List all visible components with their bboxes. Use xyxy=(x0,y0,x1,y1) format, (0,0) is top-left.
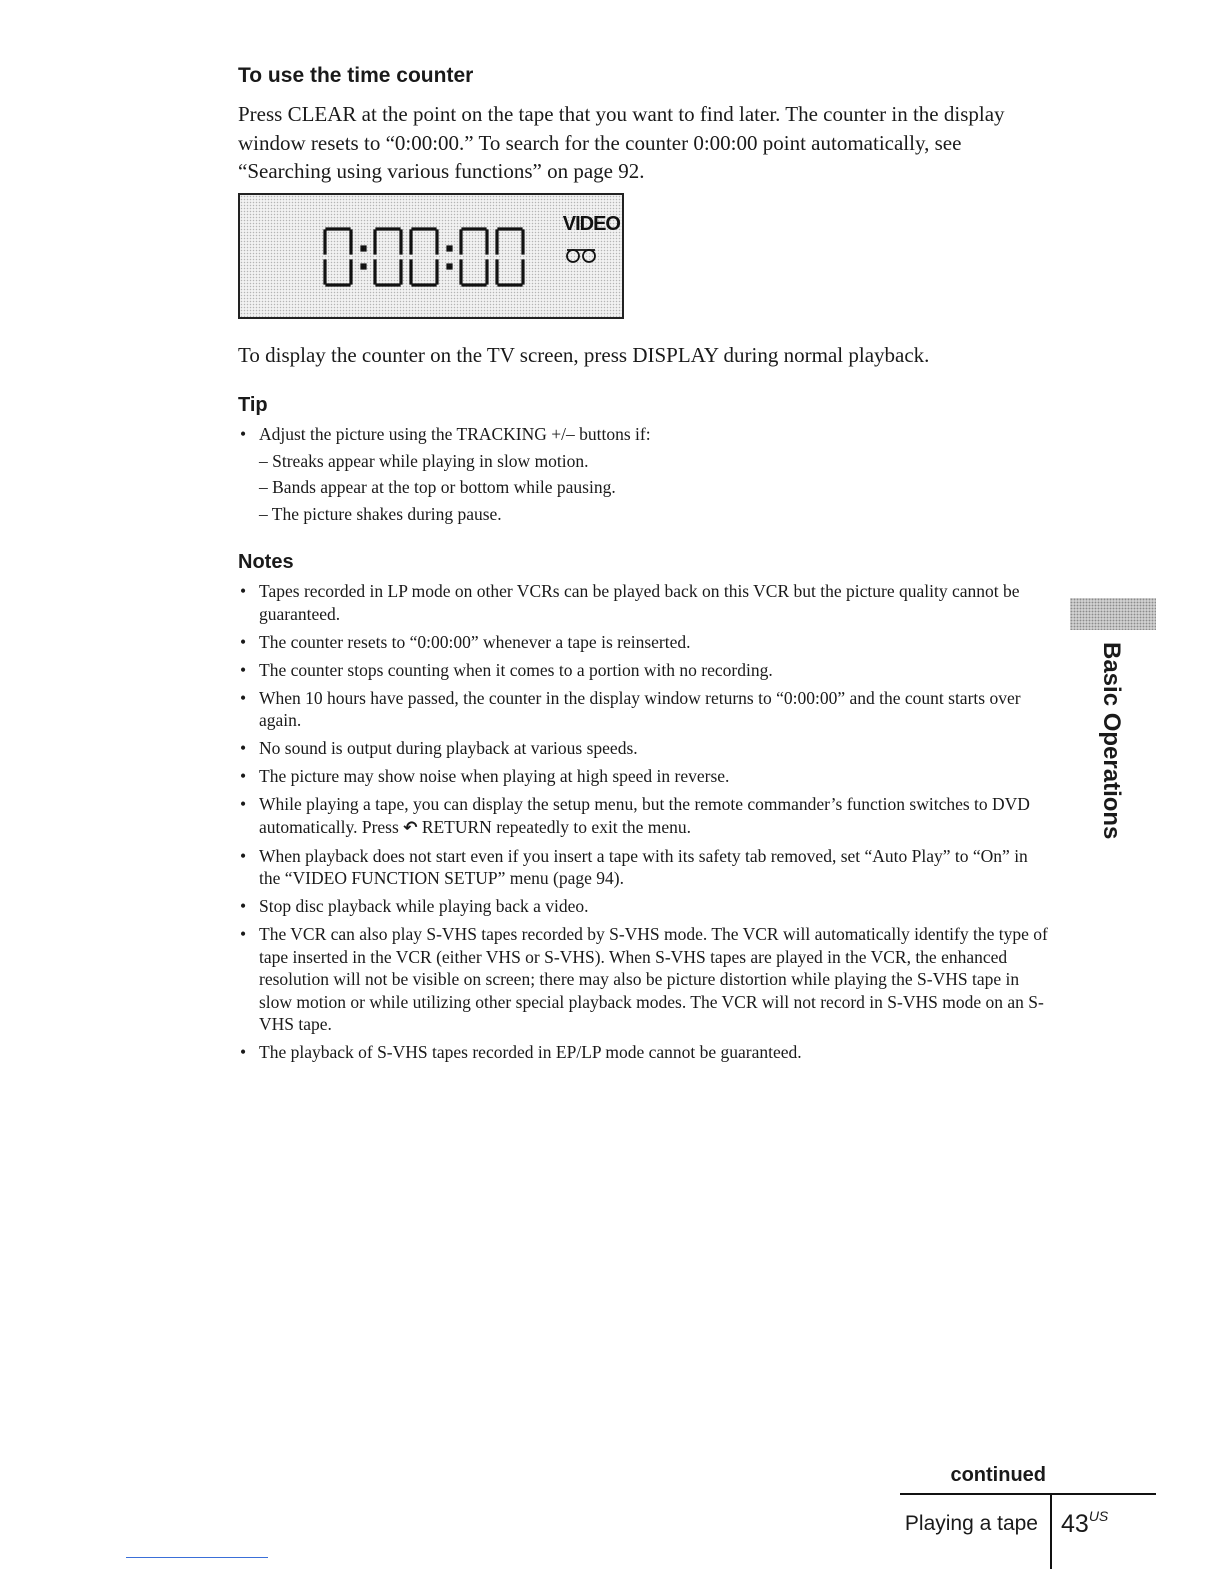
footer-section-name: Playing a tape xyxy=(904,1512,1038,1535)
bullet: • xyxy=(240,659,247,680)
note-text: The counter stops counting when it comes to a portion with no recording. xyxy=(259,659,773,680)
note-text-before: While playing a tape, you can display the setup menu, but the remote commander’s function switches to DVD automatically. Press xyxy=(259,794,1030,837)
list-item xyxy=(238,845,1048,890)
page-number-suffix: US xyxy=(1088,1508,1109,1524)
counter-digits xyxy=(322,217,532,297)
list-item xyxy=(238,631,1048,654)
list-item xyxy=(238,659,1048,682)
note-text: The picture may show noise when playing at high speed in reverse. xyxy=(259,766,730,786)
section-tab-marker xyxy=(1070,598,1156,630)
tip-list xyxy=(238,423,1048,531)
bullet: • xyxy=(240,738,247,758)
list-item xyxy=(238,737,1048,760)
tip-conditions xyxy=(259,450,1048,526)
tv-display-paragraph: To display the counter on the TV screen, press DISPLAY during normal playback. xyxy=(238,343,930,367)
list-item: – Streaks appear while playing in slow motion. xyxy=(259,450,589,471)
list-item xyxy=(238,895,1048,918)
note-text: Stop disc playback while playing back a video. xyxy=(259,896,589,916)
bullet: • xyxy=(240,581,247,601)
list-item xyxy=(238,687,1048,732)
bullet: • xyxy=(240,845,247,866)
note-text-after: RETURN repeatedly to exit the menu. xyxy=(421,816,692,837)
note-text: No sound is output during playback at various speeds. xyxy=(259,738,638,758)
bullet: • xyxy=(240,631,247,652)
notes-heading: Notes xyxy=(238,551,294,573)
note-text: The VCR can also play S-VHS tapes recorded by S-VHS mode. The VCR will automatically identify the type of tape inserted in the VCR (either VHS or S-VHS). When S-VHS tapes are played in the VCR, the enhanced resolution will not be visible on screen; there may also be picture distortion while playing the S-VHS tape in slow motion or while utilizing other special playback modes. The VCR will not record in S-VHS mode on an S-VHS tape. xyxy=(259,924,1048,1034)
list-item: – Bands appear at the top or bottom while pausing. xyxy=(259,477,616,497)
page-number-value: 43 xyxy=(1061,1510,1089,1538)
bullet: • xyxy=(240,766,247,786)
bullet: • xyxy=(240,794,247,814)
bullet: • xyxy=(240,1042,247,1062)
list-item xyxy=(238,765,1048,788)
section-heading: To use the time counter xyxy=(238,64,474,87)
notes-list xyxy=(238,580,1048,1069)
footer-line xyxy=(126,1557,268,1558)
note-text: When 10 hours have passed, the counter in the display window returns to “0:00:00” and the count starts over again. xyxy=(259,687,1021,730)
bullet: • xyxy=(240,896,247,916)
bullet: • xyxy=(240,924,247,944)
tip-heading: Tip xyxy=(238,394,268,416)
counter-display-illustration xyxy=(238,193,624,319)
note-text: The counter resets to “0:00:00” whenever a tape is reinserted. xyxy=(259,631,691,652)
list-item xyxy=(238,923,1048,1036)
section-tab-label: Basic Operations xyxy=(1098,642,1125,840)
page-number xyxy=(1061,1508,1108,1539)
bullet: • xyxy=(240,424,247,444)
continued-label: continued xyxy=(950,1464,1046,1486)
list-item xyxy=(238,1041,1048,1064)
intro-paragraph: Press CLEAR at the point on the tape that you want to find later. The counter in the display window resets to “0:00:00.” To search for the counter 0:00:00 point automatically, see “Searching using various functions” on page 92. xyxy=(238,102,1005,183)
return-icon: ↶ xyxy=(403,817,418,838)
bullet: • xyxy=(240,687,247,708)
list-item xyxy=(238,580,1048,625)
note-text: The playback of S-VHS tapes recorded in EP/LP mode cannot be guaranteed. xyxy=(259,1042,802,1062)
footer-rule xyxy=(900,1493,1156,1495)
note-text: When playback does not start even if you insert a tape with its safety tab removed, set “Auto Play” to “On” in the “VIDEO FUNCTION SETUP” menu (page 94). xyxy=(259,845,1028,888)
tip-text: Adjust the picture using the TRACKING +/– buttons if: xyxy=(259,424,651,444)
video-indicator: VIDEO xyxy=(562,213,620,235)
list-item: – The picture shakes during pause. xyxy=(259,503,502,524)
cassette-icon xyxy=(564,247,598,265)
list-item xyxy=(238,793,1048,839)
footer-divider xyxy=(1050,1493,1052,1569)
note-text: Tapes recorded in LP mode on other VCRs can be played back on this VCR but the picture quality cannot be guaranteed. xyxy=(259,581,1020,624)
list-item xyxy=(238,423,1048,525)
